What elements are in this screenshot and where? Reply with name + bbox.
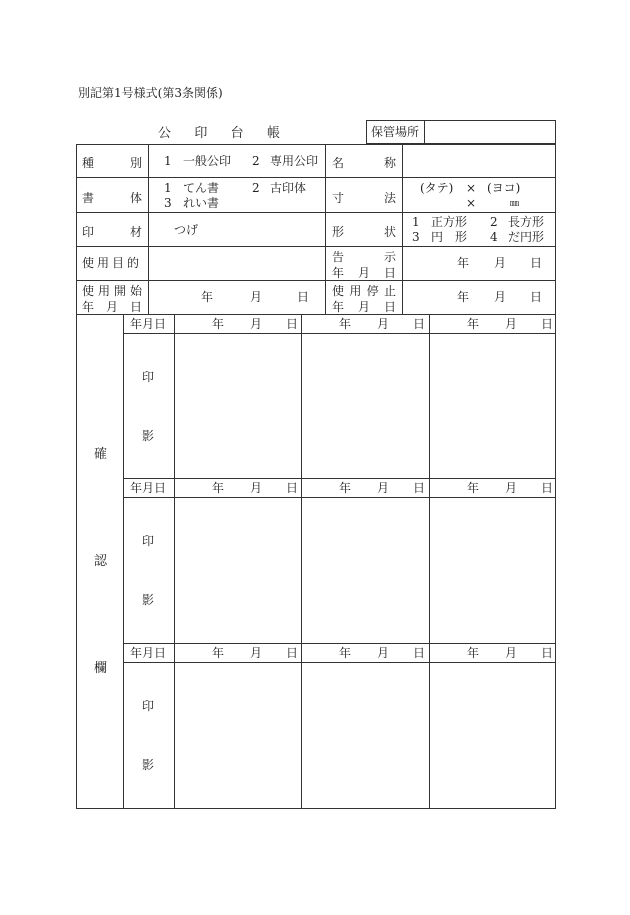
confirm-date-part[interactable]: 月	[377, 646, 390, 660]
size-vertical: (タテ)	[420, 181, 454, 195]
purpose-label: 使用目的	[82, 256, 143, 270]
impression-label-char: 影	[142, 593, 155, 607]
confirm-date-part[interactable]: 年	[212, 481, 225, 495]
seal-impression-cell[interactable]	[302, 498, 428, 642]
confirm-date-part[interactable]: 月	[505, 317, 518, 331]
start-label-line2: 年 月 日	[82, 300, 142, 314]
notice-date-month[interactable]: 月	[494, 256, 507, 270]
confirm-date-part[interactable]: 月	[250, 481, 263, 495]
stop-date-year[interactable]: 年	[457, 290, 470, 304]
start-date-month[interactable]: 月	[250, 290, 263, 304]
script-option-2-number: 2	[252, 181, 260, 195]
notice-label-line2: 年 月 日	[332, 266, 396, 280]
start-date-day[interactable]: 日	[297, 290, 310, 304]
confirm-date-part[interactable]: 日	[413, 646, 426, 660]
script-option-3-number: 3	[164, 196, 172, 210]
seal-impression-cell[interactable]	[302, 334, 428, 478]
confirm-date-part[interactable]: 日	[286, 481, 299, 495]
confirm-date-part[interactable]: 月	[377, 481, 390, 495]
confirm-date-part[interactable]: 年	[467, 481, 480, 495]
confirm-date-part[interactable]: 日	[541, 646, 554, 660]
confirm-date-part[interactable]: 年	[339, 481, 352, 495]
shape-option-3-number: 3	[412, 230, 420, 244]
confirm-date-part[interactable]: 年	[339, 317, 352, 331]
seal-impression-cell[interactable]	[430, 498, 555, 642]
size-cross: ×	[466, 196, 477, 210]
shape-option-ellipse[interactable]: だ円形	[508, 230, 545, 244]
confirm-side-char: 確	[94, 447, 108, 462]
storage-divider	[424, 120, 425, 144]
confirm-block-divider	[123, 643, 556, 644]
start-label-line1: 使 用 開 始	[82, 284, 142, 298]
confirm-date-part[interactable]: 月	[505, 481, 518, 495]
confirm-side-char: 欄	[94, 661, 108, 676]
confirm-date-part[interactable]: 年	[212, 646, 225, 660]
seal-impression-cell[interactable]	[175, 498, 300, 642]
stop-date-month[interactable]: 月	[494, 290, 507, 304]
impression-label-char: 影	[142, 429, 155, 443]
confirm-date-part[interactable]: 年	[212, 317, 225, 331]
confirm-date-part[interactable]: 日	[413, 481, 426, 495]
impression-label-char: 印	[142, 534, 155, 548]
notice-date-day[interactable]: 日	[530, 256, 543, 270]
col-divider	[402, 144, 403, 314]
confirm-date-part[interactable]: 月	[250, 646, 263, 660]
confirm-date-row-label: 年月日	[130, 646, 167, 660]
start-date-year[interactable]: 年	[201, 290, 214, 304]
ledger-title-char: 印	[194, 126, 208, 141]
shape-option-rectangle[interactable]: 長方形	[508, 215, 545, 229]
confirm-date-row-label: 年月日	[130, 481, 167, 495]
stop-label-line1: 使 用 停 止	[332, 284, 396, 298]
shape-option-4-number: 4	[490, 230, 498, 244]
material-label: 印 材	[82, 225, 142, 239]
script-label: 書 体	[82, 191, 142, 205]
seal-impression-cell[interactable]	[430, 334, 555, 478]
col-divider	[325, 144, 326, 314]
row-divider	[76, 314, 556, 315]
shape-option-circle[interactable]: 円	[431, 230, 444, 244]
confirm-side-divider	[123, 314, 124, 809]
ledger-title-char: 公	[158, 126, 172, 141]
stop-label-line2: 年 月 日	[332, 300, 396, 314]
shape-option-2-number: 2	[490, 215, 498, 229]
seal-impression-cell[interactable]	[175, 663, 300, 807]
shape-option-circle-suffix: 形	[455, 230, 468, 244]
confirm-date-part[interactable]: 日	[286, 317, 299, 331]
confirm-date-part[interactable]: 年	[467, 646, 480, 660]
type-option-general[interactable]: 一般公印	[183, 154, 232, 168]
seal-impression-cell[interactable]	[302, 663, 428, 807]
storage-label: 保管場所	[371, 125, 420, 139]
shape-option-1-number: 1	[412, 215, 420, 229]
type-option-1-number: 1	[164, 154, 172, 168]
confirm-date-part[interactable]: 日	[541, 317, 554, 331]
script-option-koin[interactable]: 古印体	[270, 181, 307, 195]
type-option-2-number: 2	[252, 154, 260, 168]
seal-impression-cell[interactable]	[175, 334, 300, 478]
ledger-title	[158, 122, 280, 141]
type-label: 種 別	[82, 156, 142, 170]
form-reference: 別記第1号様式(第3条関係)	[78, 86, 223, 100]
confirm-date-part[interactable]: 日	[286, 646, 299, 660]
size-label: 寸 法	[332, 191, 396, 205]
confirm-block-divider	[123, 478, 556, 479]
size-unit: ㎜	[510, 199, 520, 209]
col-divider	[148, 144, 149, 314]
confirm-date-part[interactable]: 年	[339, 646, 352, 660]
confirm-side-char: 認	[94, 554, 108, 569]
script-option-1-number: 1	[164, 181, 172, 195]
impression-label-char: 印	[142, 699, 155, 713]
confirm-date-row-label: 年月日	[130, 317, 167, 331]
ledger-title-char: 台	[230, 126, 244, 141]
size-horizontal: (ヨコ)	[487, 181, 521, 195]
size-cross: ×	[466, 181, 477, 195]
notice-date-year[interactable]: 年	[457, 256, 470, 270]
material-value[interactable]: つげ	[174, 223, 199, 237]
confirm-date-part[interactable]: 年	[467, 317, 480, 331]
confirm-date-part[interactable]: 月	[505, 646, 518, 660]
script-option-clerical[interactable]: れい書	[183, 196, 220, 210]
confirm-date-part[interactable]: 日	[541, 481, 554, 495]
script-option-seal[interactable]: てん書	[183, 181, 220, 195]
stop-date-day[interactable]: 日	[530, 290, 543, 304]
name-label: 名 称	[332, 156, 396, 170]
confirm-date-part[interactable]: 月	[250, 317, 263, 331]
confirm-date-part[interactable]: 月	[377, 317, 390, 331]
notice-label-line1: 告 示	[332, 250, 396, 264]
shape-option-square[interactable]: 正方形	[431, 215, 468, 229]
impression-label-char: 影	[142, 758, 155, 772]
type-option-dedicated[interactable]: 専用公印	[270, 154, 319, 168]
shape-label: 形 状	[332, 225, 396, 239]
ledger-title-char: 帳	[266, 126, 280, 141]
impression-label-char: 印	[142, 370, 155, 384]
confirm-date-part[interactable]: 日	[413, 317, 426, 331]
seal-impression-cell[interactable]	[430, 663, 555, 807]
